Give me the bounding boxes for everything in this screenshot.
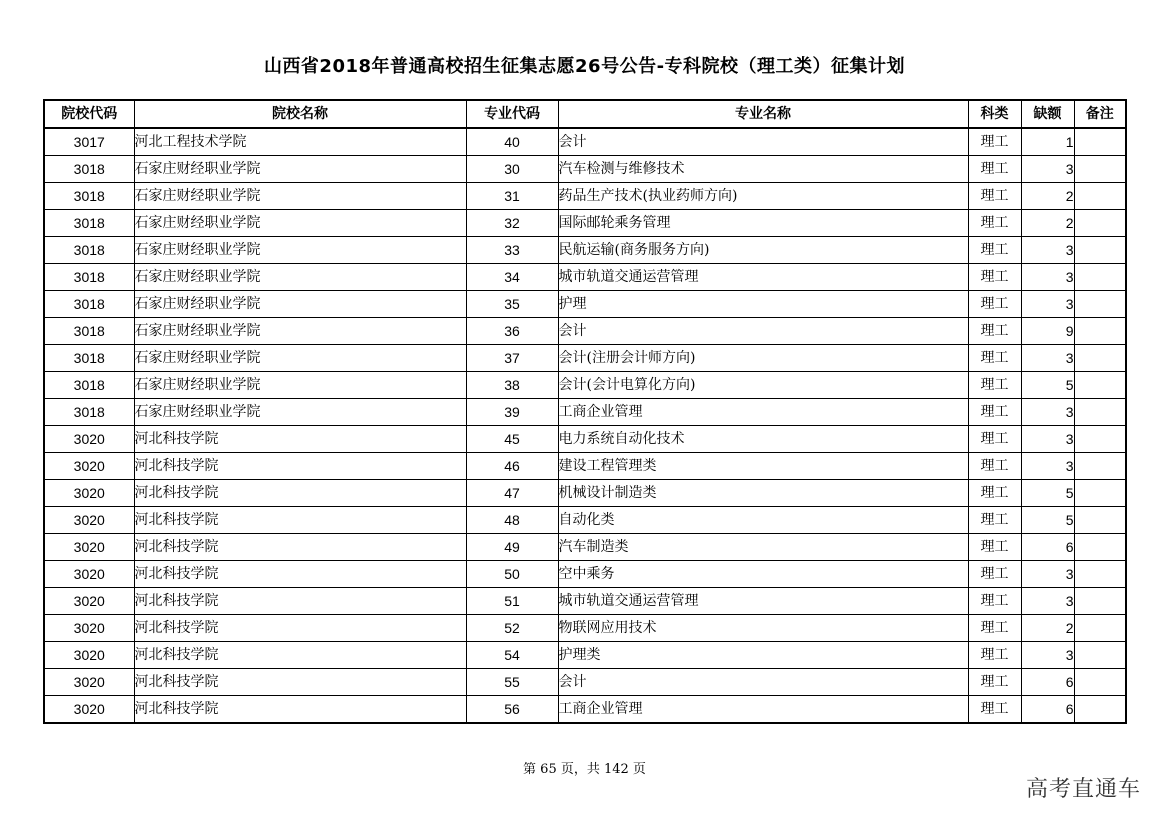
- table-row: [44, 318, 1126, 345]
- cell-school-name: 河北科技学院: [134, 507, 466, 534]
- table-row: [44, 696, 1126, 724]
- table-body: [44, 128, 1126, 723]
- cell-category: 理工: [968, 128, 1021, 156]
- table-row: [44, 128, 1126, 156]
- cell-vacancy: 5: [1021, 372, 1074, 399]
- cell-remarks: [1074, 237, 1126, 264]
- cell-major-name: 会计(注册会计师方向): [558, 345, 968, 372]
- cell-vacancy: 3: [1021, 237, 1074, 264]
- cell-vacancy: 3: [1021, 264, 1074, 291]
- header-remarks: 备注: [1074, 100, 1126, 128]
- cell-school-name: 石家庄财经职业学院: [134, 399, 466, 426]
- cell-category: 理工: [968, 642, 1021, 669]
- table-row: [44, 264, 1126, 291]
- cell-major-code: 52: [466, 615, 558, 642]
- cell-vacancy: 3: [1021, 426, 1074, 453]
- table-row: [44, 237, 1126, 264]
- cell-school-name: 石家庄财经职业学院: [134, 237, 466, 264]
- page-title: 山西省2018年普通高校招生征集志愿26号公告-专科院校（理工类）征集计划: [263, 56, 906, 77]
- enrollment-plan-table: [43, 99, 1127, 724]
- cell-major-code: 40: [466, 128, 558, 156]
- cell-major-name: 工商企业管理: [558, 399, 968, 426]
- cell-major-code: 45: [466, 426, 558, 453]
- cell-vacancy: 5: [1021, 480, 1074, 507]
- cell-category: 理工: [968, 237, 1021, 264]
- cell-school-name: 石家庄财经职业学院: [134, 264, 466, 291]
- cell-major-name: 汽车制造类: [558, 534, 968, 561]
- cell-major-code: 54: [466, 642, 558, 669]
- cell-remarks: [1074, 696, 1126, 724]
- cell-school-code: 3020: [44, 453, 134, 480]
- cell-major-name: 汽车检测与维修技术: [558, 156, 968, 183]
- cell-school-code: 3020: [44, 669, 134, 696]
- cell-major-name: 护理: [558, 291, 968, 318]
- cell-major-code: 31: [466, 183, 558, 210]
- cell-category: 理工: [968, 561, 1021, 588]
- cell-school-name: 河北科技学院: [134, 453, 466, 480]
- cell-major-code: 47: [466, 480, 558, 507]
- cell-major-name: 会计: [558, 669, 968, 696]
- cell-remarks: [1074, 534, 1126, 561]
- cell-remarks: [1074, 588, 1126, 615]
- cell-remarks: [1074, 642, 1126, 669]
- cell-major-name: 国际邮轮乘务管理: [558, 210, 968, 237]
- table-row: [44, 453, 1126, 480]
- cell-remarks: [1074, 399, 1126, 426]
- cell-vacancy: 3: [1021, 156, 1074, 183]
- cell-vacancy: 3: [1021, 453, 1074, 480]
- cell-school-name: 河北科技学院: [134, 480, 466, 507]
- cell-school-code: 3018: [44, 399, 134, 426]
- table-row: [44, 534, 1126, 561]
- cell-school-code: 3020: [44, 561, 134, 588]
- cell-major-code: 51: [466, 588, 558, 615]
- cell-vacancy: 1: [1021, 128, 1074, 156]
- cell-school-code: 3018: [44, 372, 134, 399]
- cell-major-name: 电力系统自动化技术: [558, 426, 968, 453]
- cell-category: 理工: [968, 669, 1021, 696]
- cell-major-code: 36: [466, 318, 558, 345]
- cell-school-name: 河北科技学院: [134, 588, 466, 615]
- header-school-code: 院校代码: [44, 100, 134, 128]
- cell-school-code: 3020: [44, 507, 134, 534]
- table-row: [44, 561, 1126, 588]
- cell-category: 理工: [968, 588, 1021, 615]
- table-row: [44, 426, 1126, 453]
- cell-category: 理工: [968, 615, 1021, 642]
- cell-major-name: 护理类: [558, 642, 968, 669]
- cell-major-name: 物联网应用技术: [558, 615, 968, 642]
- table-header-row: [44, 100, 1126, 128]
- cell-major-code: 34: [466, 264, 558, 291]
- table-row: [44, 642, 1126, 669]
- cell-major-name: 城市轨道交通运营管理: [558, 264, 968, 291]
- cell-major-code: 48: [466, 507, 558, 534]
- cell-school-code: 3020: [44, 588, 134, 615]
- cell-category: 理工: [968, 480, 1021, 507]
- cell-school-code: 3017: [44, 128, 134, 156]
- cell-major-code: 49: [466, 534, 558, 561]
- cell-school-code: 3018: [44, 183, 134, 210]
- cell-school-name: 石家庄财经职业学院: [134, 345, 466, 372]
- cell-category: 理工: [968, 399, 1021, 426]
- cell-school-code: 3020: [44, 615, 134, 642]
- cell-major-name: 城市轨道交通运营管理: [558, 588, 968, 615]
- cell-vacancy: 2: [1021, 210, 1074, 237]
- cell-remarks: [1074, 291, 1126, 318]
- cell-school-name: 河北科技学院: [134, 642, 466, 669]
- table-row: [44, 669, 1126, 696]
- cell-remarks: [1074, 561, 1126, 588]
- cell-major-code: 55: [466, 669, 558, 696]
- cell-school-name: 河北科技学院: [134, 534, 466, 561]
- cell-school-code: 3020: [44, 534, 134, 561]
- watermark: 高考直通车: [1025, 777, 1141, 802]
- cell-category: 理工: [968, 534, 1021, 561]
- cell-major-code: 46: [466, 453, 558, 480]
- cell-major-name: 空中乘务: [558, 561, 968, 588]
- cell-remarks: [1074, 345, 1126, 372]
- header-category: 科类: [968, 100, 1021, 128]
- header-major-code: 专业代码: [466, 100, 558, 128]
- cell-major-name: 机械设计制造类: [558, 480, 968, 507]
- table-row: [44, 480, 1126, 507]
- table-row: [44, 291, 1126, 318]
- cell-school-code: 3018: [44, 291, 134, 318]
- cell-remarks: [1074, 128, 1126, 156]
- cell-major-name: 民航运输(商务服务方向): [558, 237, 968, 264]
- cell-major-name: 建设工程管理类: [558, 453, 968, 480]
- cell-vacancy: 6: [1021, 696, 1074, 724]
- cell-category: 理工: [968, 264, 1021, 291]
- cell-major-name: 工商企业管理: [558, 696, 968, 724]
- cell-school-name: 石家庄财经职业学院: [134, 291, 466, 318]
- cell-major-code: 50: [466, 561, 558, 588]
- table-row: [44, 372, 1126, 399]
- cell-school-code: 3018: [44, 318, 134, 345]
- cell-vacancy: 3: [1021, 642, 1074, 669]
- cell-major-code: 56: [466, 696, 558, 724]
- cell-vacancy: 3: [1021, 345, 1074, 372]
- cell-vacancy: 3: [1021, 561, 1074, 588]
- cell-school-name: 石家庄财经职业学院: [134, 372, 466, 399]
- cell-school-name: 河北科技学院: [134, 426, 466, 453]
- header-school-name: 院校名称: [134, 100, 466, 128]
- cell-vacancy: 9: [1021, 318, 1074, 345]
- cell-school-name: 河北科技学院: [134, 669, 466, 696]
- cell-remarks: [1074, 318, 1126, 345]
- cell-major-name: 药品生产技术(执业药师方向): [558, 183, 968, 210]
- cell-school-code: 3020: [44, 642, 134, 669]
- table-row: [44, 345, 1126, 372]
- cell-school-name: 石家庄财经职业学院: [134, 318, 466, 345]
- cell-major-code: 39: [466, 399, 558, 426]
- table-row: [44, 507, 1126, 534]
- cell-remarks: [1074, 426, 1126, 453]
- cell-remarks: [1074, 372, 1126, 399]
- cell-school-code: 3018: [44, 237, 134, 264]
- cell-category: 理工: [968, 318, 1021, 345]
- cell-vacancy: 3: [1021, 291, 1074, 318]
- cell-category: 理工: [968, 426, 1021, 453]
- cell-remarks: [1074, 156, 1126, 183]
- cell-school-name: 石家庄财经职业学院: [134, 210, 466, 237]
- cell-major-code: 32: [466, 210, 558, 237]
- cell-school-name: 河北科技学院: [134, 615, 466, 642]
- cell-major-name: 自动化类: [558, 507, 968, 534]
- cell-remarks: [1074, 183, 1126, 210]
- cell-major-name: 会计(会计电算化方向): [558, 372, 968, 399]
- cell-category: 理工: [968, 345, 1021, 372]
- cell-vacancy: 2: [1021, 183, 1074, 210]
- cell-school-code: 3018: [44, 264, 134, 291]
- cell-school-code: 3018: [44, 156, 134, 183]
- cell-school-name: 河北科技学院: [134, 696, 466, 724]
- cell-category: 理工: [968, 696, 1021, 724]
- cell-category: 理工: [968, 291, 1021, 318]
- cell-remarks: [1074, 453, 1126, 480]
- cell-school-name: 石家庄财经职业学院: [134, 183, 466, 210]
- cell-major-name: 会计: [558, 318, 968, 345]
- cell-school-code: 3018: [44, 210, 134, 237]
- cell-vacancy: 6: [1021, 669, 1074, 696]
- cell-school-name: 河北工程技术学院: [134, 128, 466, 156]
- cell-remarks: [1074, 264, 1126, 291]
- cell-vacancy: 3: [1021, 399, 1074, 426]
- cell-category: 理工: [968, 372, 1021, 399]
- cell-major-name: 会计: [558, 128, 968, 156]
- cell-remarks: [1074, 480, 1126, 507]
- cell-school-code: 3020: [44, 426, 134, 453]
- cell-major-code: 38: [466, 372, 558, 399]
- cell-remarks: [1074, 615, 1126, 642]
- cell-major-code: 37: [466, 345, 558, 372]
- cell-category: 理工: [968, 453, 1021, 480]
- table-row: [44, 588, 1126, 615]
- cell-vacancy: 6: [1021, 534, 1074, 561]
- cell-remarks: [1074, 210, 1126, 237]
- table-row: [44, 399, 1126, 426]
- table-row: [44, 210, 1126, 237]
- table-row: [44, 183, 1126, 210]
- cell-school-code: 3020: [44, 696, 134, 724]
- cell-school-code: 3020: [44, 480, 134, 507]
- cell-category: 理工: [968, 210, 1021, 237]
- table-row: [44, 156, 1126, 183]
- table-row: [44, 615, 1126, 642]
- cell-major-code: 30: [466, 156, 558, 183]
- cell-category: 理工: [968, 183, 1021, 210]
- header-vacancy: 缺额: [1021, 100, 1074, 128]
- cell-vacancy: 2: [1021, 615, 1074, 642]
- page-number: 第 65 页，共 142 页: [523, 762, 646, 777]
- cell-school-name: 河北科技学院: [134, 561, 466, 588]
- cell-vacancy: 3: [1021, 588, 1074, 615]
- cell-vacancy: 5: [1021, 507, 1074, 534]
- cell-school-code: 3018: [44, 345, 134, 372]
- cell-remarks: [1074, 669, 1126, 696]
- cell-category: 理工: [968, 507, 1021, 534]
- cell-remarks: [1074, 507, 1126, 534]
- cell-major-code: 33: [466, 237, 558, 264]
- header-major-name: 专业名称: [558, 100, 968, 128]
- cell-category: 理工: [968, 156, 1021, 183]
- cell-major-code: 35: [466, 291, 558, 318]
- cell-school-name: 石家庄财经职业学院: [134, 156, 466, 183]
